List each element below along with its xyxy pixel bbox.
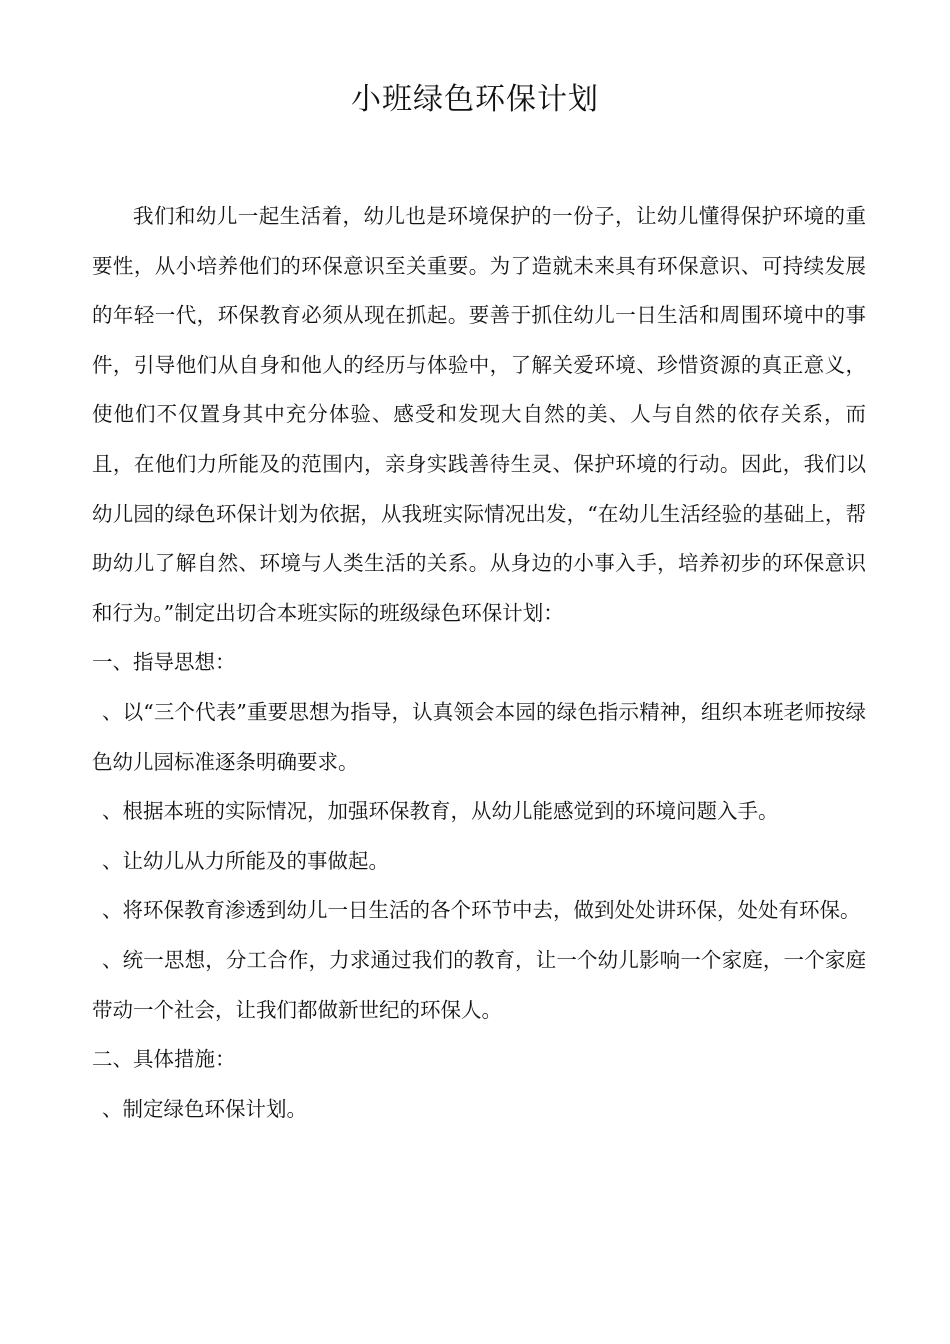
list-item: 、制定绿色环保计划。 [102, 1096, 307, 1121]
section-heading-measures: 二、具体措施： [92, 1047, 236, 1072]
document-body [92, 192, 866, 1134]
list-item: 、统一思想，分工合作，力求通过我们的教育，让一个幼儿影响一个家庭，一个家庭带动一个社会，让我们都做新世纪的环保人。 [92, 947, 866, 1022]
intro-paragraph: 我们和幼儿一起生活着，幼儿也是环境保护的一份子，让幼儿懂得保护环境的重要性，从小培养他们的环保意识至关重要。为了造就未来具有环保意识、可持续发展的年轻一代，环保教育必须从现在抓起。要善于抓住幼儿一日生活和周围环境中的事件，引导他们从自身和他人的经历与体验中，了解关爱环境、珍惜资源的真正意义，使他们不仅置身其中充分体验、感受和发现大自然的美、人与自然的依存关系，而且，在他们力所能及的范围内，亲身实践善待生灵、保护环境的行动。因此，我们以幼儿园的绿色环保计划为依据，从我班实际情况出发，“在幼儿生活经验的基础上，帮助幼儿了解自然、环境与人类生活的关系。从身边的小事入手，培养初步的环保意识和行为。”制定出切合本班实际的班级绿色环保计划： [92, 204, 866, 625]
document-title: 小班绿色环保计划 [351, 82, 599, 117]
list-item: 、以“三个代表”重要思想为指导，认真领会本园的绿色指示精神，组织本班老师按绿色幼儿园标准逐条明确要求。 [92, 699, 866, 774]
list-item: 、让幼儿从力所能及的事做起。 [102, 848, 389, 873]
section-heading-guiding-ideology: 一、指导思想： [92, 650, 236, 675]
list-item: 、根据本班的实际情况，加强环保教育，从幼儿能感觉到的环境问题入手。 [102, 799, 779, 824]
list-item: 、将环保教育渗透到幼儿一日生活的各个环节中去，做到处处讲环保，处处有环保。 [102, 898, 861, 923]
